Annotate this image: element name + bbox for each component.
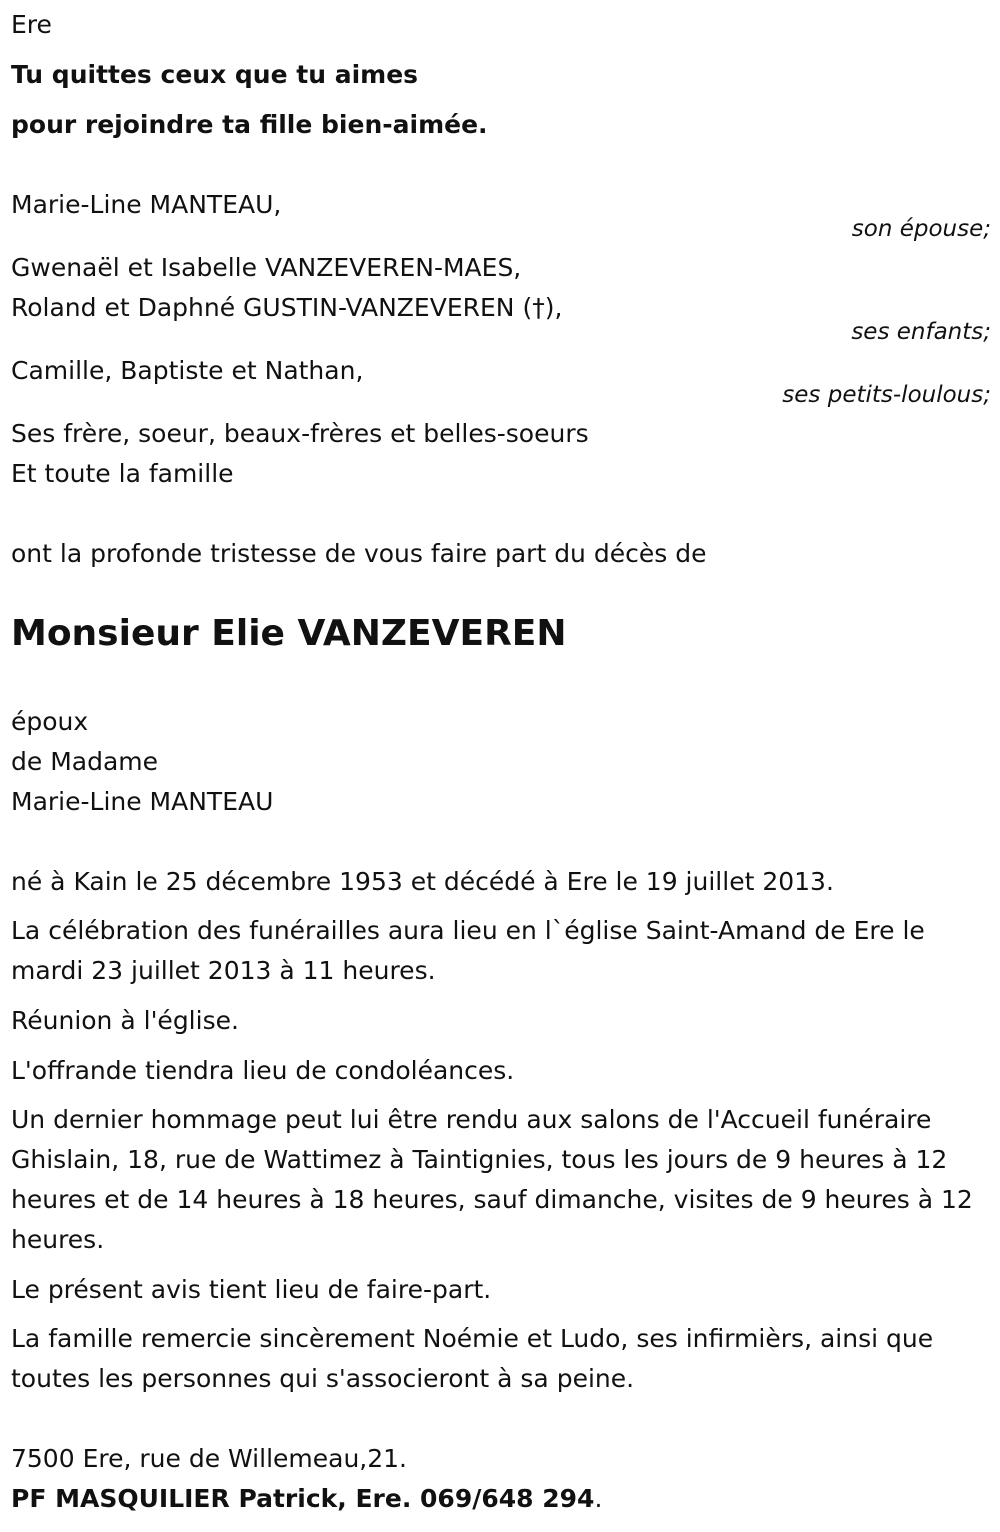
meeting-line: Réunion à l'église. bbox=[11, 1006, 239, 1035]
spouse-name: Marie-Line MANTEAU, bbox=[11, 190, 282, 219]
notice-line: Le présent avis tient lieu de faire-part. bbox=[11, 1275, 492, 1304]
spouse-role: son épouse; bbox=[851, 216, 991, 242]
relation-line-2: de Madame bbox=[11, 747, 159, 776]
funeral-paragraph: La célébration des funérailles aura lieu en l`église Saint-Amand de Ere le mardi 23 juillet 2013 à 11 heures. bbox=[11, 916, 925, 985]
grandchildren-names: Camille, Baptiste et Nathan, bbox=[11, 356, 364, 385]
funeral-home-name: PF MASQUILIER Patrick, Ere. 069/648 294 bbox=[11, 1484, 595, 1513]
relation-line-3: Marie-Line MANTEAU bbox=[11, 787, 274, 816]
funeral-home-suffix: . bbox=[594, 1484, 603, 1513]
children-role: ses enfants; bbox=[851, 319, 991, 345]
deceased-name: Monsieur Elie VANZEVEREN bbox=[11, 613, 567, 654]
birth-death-line: né à Kain le 25 décembre 1953 et décédé à Ere le 19 juillet 2013. bbox=[11, 867, 834, 896]
tribute-paragraph: Un dernier hommage peut lui être rendu aux salons de l'Accueil funéraire Ghislain, 18, rue de Wattimez à Taintignies, tous les jours de 9 heures à 12 heures et de 14 heures à 18 heures, sauf dimanche, visites de 9 heures à 12 heures. bbox=[11, 1105, 973, 1254]
offering-line: L'offrande tiendra lieu de condoléances. bbox=[11, 1056, 515, 1085]
place-header: Ere bbox=[11, 10, 52, 39]
verse-line-1: Tu quittes ceux que tu aimes bbox=[11, 60, 419, 89]
siblings-line: Ses frère, soeur, beaux-frères et belles-soeurs bbox=[11, 419, 589, 448]
address-line: 7500 Ere, rue de Willemeau,21. bbox=[11, 1444, 408, 1473]
funeral-home-line bbox=[11, 1479, 602, 1519]
whole-family-line: Et toute la famille bbox=[11, 459, 234, 488]
grandchildren-role: ses petits-loulous; bbox=[782, 382, 991, 408]
thanks-paragraph: La famille remercie sincèrement Noémie et Ludo, ses infirmièrs, ainsi que toutes les personnes qui s'associeront à sa peine. bbox=[11, 1324, 934, 1393]
child-1-name: Gwenaël et Isabelle VANZEVEREN-MAES, bbox=[11, 253, 522, 282]
relation-line-1: époux bbox=[11, 707, 89, 736]
announcement-line: ont la profonde tristesse de vous faire part du décès de bbox=[11, 539, 707, 568]
child-2-name: Roland et Daphné GUSTIN-VANZEVEREN (†), bbox=[11, 293, 563, 322]
verse-line-2: pour rejoindre ta fille bien-aimée. bbox=[11, 110, 488, 139]
